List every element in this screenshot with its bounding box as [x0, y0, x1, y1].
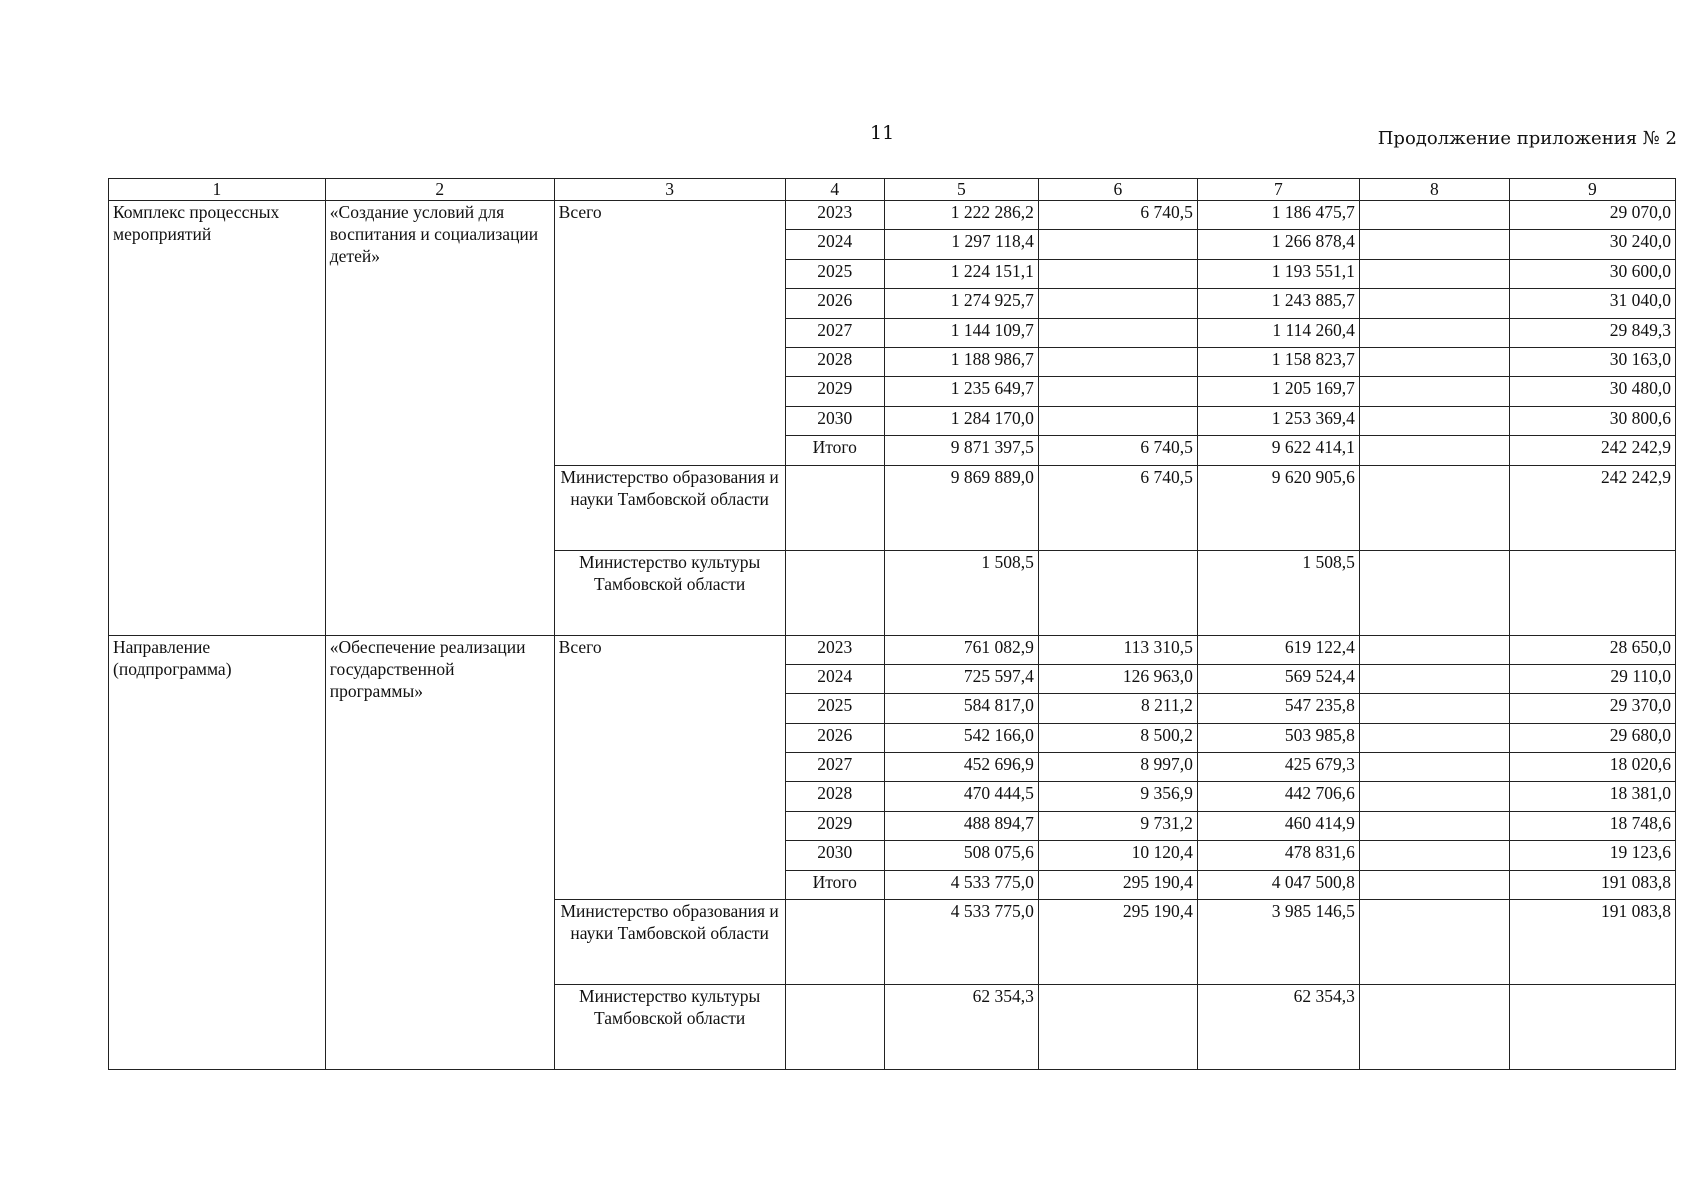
continuation-title: Продолжение приложения № 2 — [1377, 128, 1677, 149]
value-cell — [1359, 347, 1509, 376]
year-cell: 2029 — [785, 377, 884, 406]
value-cell: 19 123,6 — [1509, 841, 1675, 870]
value-cell: 542 166,0 — [884, 723, 1038, 752]
page-number: 11 — [870, 122, 895, 144]
ministry-name: Министерство образования и науки Тамбовской области — [554, 900, 785, 985]
year-cell — [785, 985, 884, 1070]
year-cell: 2023 — [785, 201, 884, 230]
value-cell: 9 871 397,5 — [884, 436, 1038, 465]
value-cell: 508 075,6 — [884, 841, 1038, 870]
value-cell: 9 620 905,6 — [1197, 465, 1359, 550]
value-cell — [1359, 723, 1509, 752]
value-cell — [1359, 465, 1509, 550]
value-cell: 8 211,2 — [1038, 694, 1197, 723]
total-label: Всего — [554, 635, 785, 900]
value-cell: 31 040,0 — [1509, 289, 1675, 318]
year-cell: 2023 — [785, 635, 884, 664]
value-cell: 30 480,0 — [1509, 377, 1675, 406]
value-cell: 460 414,9 — [1197, 811, 1359, 840]
value-cell: 761 082,9 — [884, 635, 1038, 664]
value-cell: 1 188 986,7 — [884, 347, 1038, 376]
value-cell — [1359, 694, 1509, 723]
value-cell: 9 356,9 — [1038, 782, 1197, 811]
value-cell: 470 444,5 — [884, 782, 1038, 811]
value-cell: 29 110,0 — [1509, 664, 1675, 693]
value-cell — [1359, 841, 1509, 870]
value-cell: 1 297 118,4 — [884, 230, 1038, 259]
year-cell: Итого — [785, 870, 884, 899]
year-cell: 2028 — [785, 782, 884, 811]
value-cell: 1 243 885,7 — [1197, 289, 1359, 318]
year-cell: 2024 — [785, 230, 884, 259]
value-cell: 18 381,0 — [1509, 782, 1675, 811]
value-cell — [1038, 318, 1197, 347]
column-number: 2 — [325, 179, 554, 201]
year-cell: 2025 — [785, 259, 884, 288]
value-cell: 29 070,0 — [1509, 201, 1675, 230]
value-cell: 191 083,8 — [1509, 870, 1675, 899]
table-body — [109, 179, 1676, 1070]
value-cell: 725 597,4 — [884, 664, 1038, 693]
value-cell — [1359, 318, 1509, 347]
value-cell: 126 963,0 — [1038, 664, 1197, 693]
column-number: 1 — [109, 179, 326, 201]
value-cell: 503 985,8 — [1197, 723, 1359, 752]
block-name: «Создание условий для воспитания и социализации детей» — [325, 201, 554, 636]
value-cell — [1359, 259, 1509, 288]
value-cell: 62 354,3 — [1197, 985, 1359, 1070]
value-cell: 1 158 823,7 — [1197, 347, 1359, 376]
value-cell: 9 731,2 — [1038, 811, 1197, 840]
value-cell: 18 020,6 — [1509, 753, 1675, 782]
column-number: 8 — [1359, 179, 1509, 201]
value-cell: 18 748,6 — [1509, 811, 1675, 840]
value-cell: 1 205 169,7 — [1197, 377, 1359, 406]
year-cell: 2029 — [785, 811, 884, 840]
value-cell: 242 242,9 — [1509, 436, 1675, 465]
value-cell — [1359, 753, 1509, 782]
value-cell: 30 240,0 — [1509, 230, 1675, 259]
value-cell: 29 849,3 — [1509, 318, 1675, 347]
block-type: Комплекс процессных мероприятий — [109, 201, 326, 636]
value-cell — [1038, 259, 1197, 288]
year-cell: 2030 — [785, 841, 884, 870]
value-cell — [1038, 230, 1197, 259]
value-cell — [1038, 289, 1197, 318]
value-cell: 569 524,4 — [1197, 664, 1359, 693]
value-cell: 1 235 649,7 — [884, 377, 1038, 406]
total-label: Всего — [554, 201, 785, 466]
year-cell: 2024 — [785, 664, 884, 693]
value-cell: 488 894,7 — [884, 811, 1038, 840]
value-cell — [1359, 550, 1509, 635]
value-cell — [1359, 635, 1509, 664]
value-cell: 1 193 551,1 — [1197, 259, 1359, 288]
value-cell: 191 083,8 — [1509, 900, 1675, 985]
value-cell: 9 869 889,0 — [884, 465, 1038, 550]
year-cell: 2027 — [785, 753, 884, 782]
value-cell: 452 696,9 — [884, 753, 1038, 782]
value-cell: 29 680,0 — [1509, 723, 1675, 752]
column-number: 9 — [1509, 179, 1675, 201]
value-cell: 1 114 260,4 — [1197, 318, 1359, 347]
value-cell — [1038, 377, 1197, 406]
year-cell: 2028 — [785, 347, 884, 376]
value-cell: 9 622 414,1 — [1197, 436, 1359, 465]
value-cell — [1359, 377, 1509, 406]
ministry-name: Министерство культуры Тамбовской области — [554, 550, 785, 635]
value-cell: 6 740,5 — [1038, 201, 1197, 230]
value-cell — [1359, 870, 1509, 899]
value-cell — [1038, 550, 1197, 635]
value-cell: 242 242,9 — [1509, 465, 1675, 550]
value-cell — [1038, 347, 1197, 376]
column-number: 4 — [785, 179, 884, 201]
value-cell: 1 186 475,7 — [1197, 201, 1359, 230]
value-cell — [1359, 436, 1509, 465]
column-number: 7 — [1197, 179, 1359, 201]
value-cell — [1359, 230, 1509, 259]
column-number: 6 — [1038, 179, 1197, 201]
value-cell — [1509, 985, 1675, 1070]
value-cell: 1 266 878,4 — [1197, 230, 1359, 259]
value-cell — [1509, 550, 1675, 635]
year-cell — [785, 550, 884, 635]
value-cell: 295 190,4 — [1038, 900, 1197, 985]
value-cell: 4 533 775,0 — [884, 870, 1038, 899]
value-cell — [1359, 782, 1509, 811]
value-cell: 62 354,3 — [884, 985, 1038, 1070]
value-cell — [1359, 289, 1509, 318]
value-cell: 4 047 500,8 — [1197, 870, 1359, 899]
value-cell: 478 831,6 — [1197, 841, 1359, 870]
value-cell: 1 284 170,0 — [884, 406, 1038, 435]
year-cell: 2026 — [785, 289, 884, 318]
year-cell: 2025 — [785, 694, 884, 723]
value-cell: 425 679,3 — [1197, 753, 1359, 782]
value-cell: 6 740,5 — [1038, 436, 1197, 465]
value-cell: 295 190,4 — [1038, 870, 1197, 899]
year-cell — [785, 900, 884, 985]
block-name: «Обеспечение реализации государственной программы» — [325, 635, 554, 1070]
value-cell — [1359, 900, 1509, 985]
year-cell: 2030 — [785, 406, 884, 435]
value-cell: 1 508,5 — [884, 550, 1038, 635]
value-cell — [1359, 664, 1509, 693]
column-number: 5 — [884, 179, 1038, 201]
year-cell: 2026 — [785, 723, 884, 752]
value-cell: 1 224 151,1 — [884, 259, 1038, 288]
value-cell — [1359, 406, 1509, 435]
ministry-name: Министерство образования и науки Тамбовской области — [554, 465, 785, 550]
value-cell: 30 163,0 — [1509, 347, 1675, 376]
value-cell — [1359, 985, 1509, 1070]
value-cell: 1 144 109,7 — [884, 318, 1038, 347]
value-cell: 1 253 369,4 — [1197, 406, 1359, 435]
value-cell: 113 310,5 — [1038, 635, 1197, 664]
table-row — [109, 635, 1676, 664]
value-cell: 10 120,4 — [1038, 841, 1197, 870]
year-cell: Итого — [785, 436, 884, 465]
year-cell: 2027 — [785, 318, 884, 347]
value-cell: 28 650,0 — [1509, 635, 1675, 664]
value-cell: 3 985 146,5 — [1197, 900, 1359, 985]
value-cell: 29 370,0 — [1509, 694, 1675, 723]
value-cell: 6 740,5 — [1038, 465, 1197, 550]
value-cell: 442 706,6 — [1197, 782, 1359, 811]
year-cell — [785, 465, 884, 550]
ministry-name: Министерство культуры Тамбовской области — [554, 985, 785, 1070]
value-cell: 8 997,0 — [1038, 753, 1197, 782]
value-cell: 1 508,5 — [1197, 550, 1359, 635]
value-cell — [1359, 811, 1509, 840]
value-cell: 584 817,0 — [884, 694, 1038, 723]
value-cell — [1038, 985, 1197, 1070]
financing-table — [108, 178, 1676, 1070]
value-cell — [1038, 406, 1197, 435]
column-number-row — [109, 179, 1676, 201]
column-number: 3 — [554, 179, 785, 201]
block-type: Направление (подпрограмма) — [109, 635, 326, 1070]
value-cell — [1359, 201, 1509, 230]
table-row — [109, 201, 1676, 230]
value-cell: 547 235,8 — [1197, 694, 1359, 723]
value-cell: 619 122,4 — [1197, 635, 1359, 664]
value-cell: 30 800,6 — [1509, 406, 1675, 435]
value-cell: 30 600,0 — [1509, 259, 1675, 288]
value-cell: 1 274 925,7 — [884, 289, 1038, 318]
value-cell: 8 500,2 — [1038, 723, 1197, 752]
value-cell: 4 533 775,0 — [884, 900, 1038, 985]
value-cell: 1 222 286,2 — [884, 201, 1038, 230]
